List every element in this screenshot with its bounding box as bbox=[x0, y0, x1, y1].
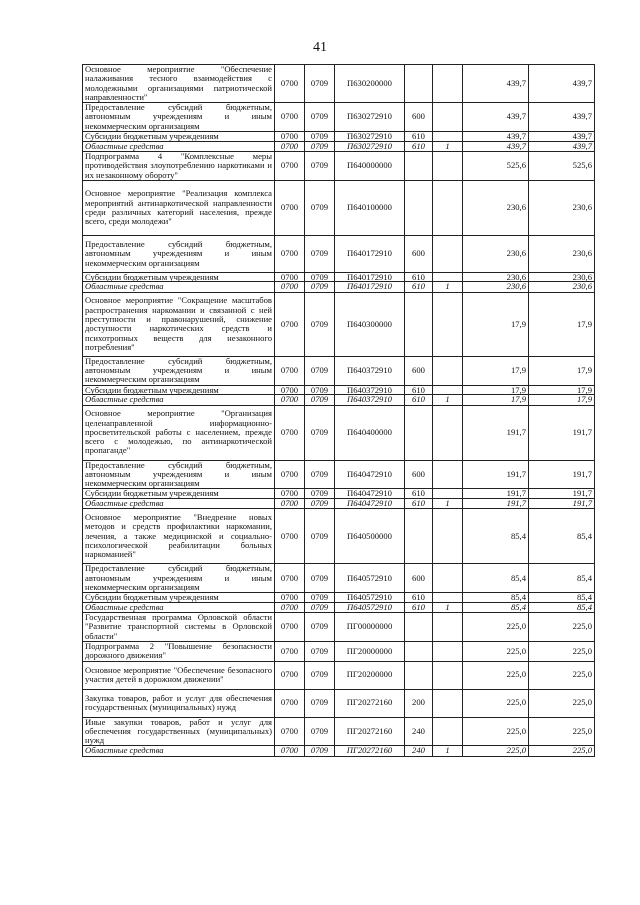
subsection-code: 0709 bbox=[305, 509, 335, 564]
funding-source bbox=[433, 689, 463, 717]
subsection-code: 0709 bbox=[305, 489, 335, 499]
target-article-code: П630272910 bbox=[335, 132, 405, 142]
amount-year-1: 85,4 bbox=[463, 564, 529, 593]
section-code: 0700 bbox=[275, 132, 305, 142]
subsection-code: 0709 bbox=[305, 292, 335, 356]
subsection-code: 0709 bbox=[305, 661, 335, 689]
amount-year-1: 191,7 bbox=[463, 489, 529, 499]
amount-year-2: 439,7 bbox=[529, 132, 595, 142]
table-row bbox=[83, 460, 595, 489]
expense-type bbox=[405, 151, 433, 180]
subsection-code: 0709 bbox=[305, 132, 335, 142]
amount-year-2: 225,0 bbox=[529, 613, 595, 642]
subsection-code: 0709 bbox=[305, 499, 335, 509]
expense-type: 600 bbox=[405, 235, 433, 272]
subsection-code: 0709 bbox=[305, 103, 335, 132]
table-row bbox=[83, 292, 595, 356]
funding-source bbox=[433, 272, 463, 282]
row-name: Областные средства bbox=[83, 602, 275, 612]
amount-year-1: 191,7 bbox=[463, 460, 529, 489]
expense-type bbox=[405, 509, 433, 564]
target-article-code: ПГ00000000 bbox=[335, 613, 405, 642]
subsection-code: 0709 bbox=[305, 141, 335, 151]
funding-source bbox=[433, 132, 463, 142]
row-name: Основное мероприятие "Реализация комплекса мероприятий антинаркотической направленности среди различных категорий населения, прежде всего, среди молодежи" bbox=[83, 180, 275, 235]
amount-year-1: 525,6 bbox=[463, 151, 529, 180]
funding-source bbox=[433, 509, 463, 564]
amount-year-2: 230,6 bbox=[529, 180, 595, 235]
section-code: 0700 bbox=[275, 282, 305, 292]
expense-type bbox=[405, 661, 433, 689]
amount-year-2: 191,7 bbox=[529, 460, 595, 489]
table-row bbox=[83, 272, 595, 282]
table-row bbox=[83, 65, 595, 103]
row-name: Предоставление субсидий бюджетным, автономным учреждениям и иным некоммерческим организациям bbox=[83, 235, 275, 272]
expense-type: 600 bbox=[405, 103, 433, 132]
section-code: 0700 bbox=[275, 151, 305, 180]
target-article-code: П630272910 bbox=[335, 103, 405, 132]
amount-year-2: 225,0 bbox=[529, 746, 595, 756]
table-row bbox=[83, 613, 595, 642]
funding-source: 1 bbox=[433, 282, 463, 292]
amount-year-1: 439,7 bbox=[463, 141, 529, 151]
section-code: 0700 bbox=[275, 489, 305, 499]
amount-year-2: 225,0 bbox=[529, 661, 595, 689]
subsection-code: 0709 bbox=[305, 602, 335, 612]
row-name: Закупка товаров, работ и услуг для обеспечения государственных (муниципальных) нужд bbox=[83, 689, 275, 717]
row-name: Государственная программа Орловской области "Развитие транспортной системы в Орловской области" bbox=[83, 613, 275, 642]
amount-year-1: 230,6 bbox=[463, 180, 529, 235]
row-name: Основное мероприятие "Обеспечение налаживания тесного взаимодействия с молодежными организациями патриотической направленности" bbox=[83, 65, 275, 103]
funding-source bbox=[433, 385, 463, 395]
row-name: Предоставление субсидий бюджетным, автономным учреждениям и иным некоммерческим организациям bbox=[83, 564, 275, 593]
amount-year-2: 191,7 bbox=[529, 489, 595, 499]
expense-type bbox=[405, 180, 433, 235]
target-article-code: П640400000 bbox=[335, 405, 405, 460]
funding-source bbox=[433, 661, 463, 689]
target-article-code: П640572910 bbox=[335, 602, 405, 612]
funding-source bbox=[433, 613, 463, 642]
section-code: 0700 bbox=[275, 641, 305, 661]
subsection-code: 0709 bbox=[305, 405, 335, 460]
target-article-code: П640300000 bbox=[335, 292, 405, 356]
subsection-code: 0709 bbox=[305, 235, 335, 272]
subsection-code: 0709 bbox=[305, 689, 335, 717]
expense-type: 610 bbox=[405, 395, 433, 405]
section-code: 0700 bbox=[275, 564, 305, 593]
regional-funds-row bbox=[83, 746, 595, 756]
amount-year-1: 439,7 bbox=[463, 65, 529, 103]
subsection-code: 0709 bbox=[305, 717, 335, 746]
row-name: Областные средства bbox=[83, 746, 275, 756]
amount-year-1: 225,0 bbox=[463, 661, 529, 689]
row-name: Основное мероприятие "Обеспечение безопасного участия детей в дорожном движении" bbox=[83, 661, 275, 689]
section-code: 0700 bbox=[275, 602, 305, 612]
table-row bbox=[83, 235, 595, 272]
target-article-code: П640372910 bbox=[335, 385, 405, 395]
target-article-code: П640472910 bbox=[335, 489, 405, 499]
row-name: Областные средства bbox=[83, 395, 275, 405]
regional-funds-row bbox=[83, 602, 595, 612]
expense-type: 240 bbox=[405, 746, 433, 756]
target-article-code: П640572910 bbox=[335, 593, 405, 603]
expense-type: 610 bbox=[405, 489, 433, 499]
target-article-code: ПГ20272160 bbox=[335, 717, 405, 746]
funding-source bbox=[433, 180, 463, 235]
row-name: Основное мероприятие "Сокращение масштабов распространения наркомании и связанной с ней преступности и правонарушений, снижение доступности наркотических средств и психотропных веществ для незаконного потребления" bbox=[83, 292, 275, 356]
section-code: 0700 bbox=[275, 65, 305, 103]
amount-year-1: 230,6 bbox=[463, 235, 529, 272]
section-code: 0700 bbox=[275, 180, 305, 235]
expense-type: 610 bbox=[405, 499, 433, 509]
section-code: 0700 bbox=[275, 292, 305, 356]
subsection-code: 0709 bbox=[305, 746, 335, 756]
row-name: Субсидии бюджетным учреждениям bbox=[83, 593, 275, 603]
funding-source bbox=[433, 717, 463, 746]
section-code: 0700 bbox=[275, 356, 305, 385]
regional-funds-row bbox=[83, 499, 595, 509]
target-article-code: ПГ20272160 bbox=[335, 746, 405, 756]
section-code: 0700 bbox=[275, 103, 305, 132]
amount-year-1: 230,6 bbox=[463, 282, 529, 292]
amount-year-1: 439,7 bbox=[463, 103, 529, 132]
expense-type: 600 bbox=[405, 564, 433, 593]
section-code: 0700 bbox=[275, 460, 305, 489]
target-article-code: П640172910 bbox=[335, 282, 405, 292]
row-name: Субсидии бюджетным учреждениям bbox=[83, 385, 275, 395]
subsection-code: 0709 bbox=[305, 564, 335, 593]
table-row bbox=[83, 564, 595, 593]
amount-year-2: 17,9 bbox=[529, 395, 595, 405]
row-name: Основное мероприятие "Организация целенаправленной информационно-просветительской работы с населением, прежде всего с молодежью, по антинаркотической пропаганде" bbox=[83, 405, 275, 460]
table-row bbox=[83, 180, 595, 235]
section-code: 0700 bbox=[275, 509, 305, 564]
table-row bbox=[83, 717, 595, 746]
amount-year-1: 17,9 bbox=[463, 395, 529, 405]
amount-year-1: 17,9 bbox=[463, 385, 529, 395]
funding-source bbox=[433, 405, 463, 460]
expense-type bbox=[405, 292, 433, 356]
subsection-code: 0709 bbox=[305, 272, 335, 282]
funding-source: 1 bbox=[433, 602, 463, 612]
amount-year-1: 439,7 bbox=[463, 132, 529, 142]
section-code: 0700 bbox=[275, 272, 305, 282]
target-article-code: П640472910 bbox=[335, 499, 405, 509]
funding-source bbox=[433, 356, 463, 385]
table-row bbox=[83, 509, 595, 564]
section-code: 0700 bbox=[275, 689, 305, 717]
expense-type: 610 bbox=[405, 272, 433, 282]
amount-year-1: 191,7 bbox=[463, 499, 529, 509]
table-row bbox=[83, 405, 595, 460]
subsection-code: 0709 bbox=[305, 613, 335, 642]
section-code: 0700 bbox=[275, 746, 305, 756]
amount-year-2: 225,0 bbox=[529, 689, 595, 717]
expense-type bbox=[405, 641, 433, 661]
expense-type bbox=[405, 405, 433, 460]
row-name: Подпрограмма 4 "Комплексные меры противодействия злоупотреблению наркотиками и их незаконному обороту" bbox=[83, 151, 275, 180]
amount-year-2: 191,7 bbox=[529, 405, 595, 460]
table-row bbox=[83, 689, 595, 717]
table-row bbox=[83, 385, 595, 395]
target-article-code: П640572910 bbox=[335, 564, 405, 593]
regional-funds-row bbox=[83, 282, 595, 292]
section-code: 0700 bbox=[275, 593, 305, 603]
subsection-code: 0709 bbox=[305, 593, 335, 603]
amount-year-2: 85,4 bbox=[529, 602, 595, 612]
table-row bbox=[83, 641, 595, 661]
funding-source bbox=[433, 489, 463, 499]
expense-type: 200 bbox=[405, 689, 433, 717]
expense-type: 610 bbox=[405, 282, 433, 292]
page-number: 41 bbox=[313, 40, 327, 55]
amount-year-2: 225,0 bbox=[529, 717, 595, 746]
row-name: Субсидии бюджетным учреждениям bbox=[83, 272, 275, 282]
funding-source bbox=[433, 564, 463, 593]
target-article-code: П640000000 bbox=[335, 151, 405, 180]
funding-source bbox=[433, 292, 463, 356]
row-name: Областные средства bbox=[83, 282, 275, 292]
table-row bbox=[83, 489, 595, 499]
target-article-code: П640500000 bbox=[335, 509, 405, 564]
funding-source bbox=[433, 235, 463, 272]
amount-year-1: 191,7 bbox=[463, 405, 529, 460]
expense-type: 600 bbox=[405, 460, 433, 489]
section-code: 0700 bbox=[275, 499, 305, 509]
amount-year-1: 85,4 bbox=[463, 593, 529, 603]
funding-source: 1 bbox=[433, 746, 463, 756]
table-row bbox=[83, 103, 595, 132]
subsection-code: 0709 bbox=[305, 282, 335, 292]
funding-source bbox=[433, 151, 463, 180]
funding-source: 1 bbox=[433, 499, 463, 509]
amount-year-2: 191,7 bbox=[529, 499, 595, 509]
row-name: Предоставление субсидий бюджетным, автономным учреждениям и иным некоммерческим организациям bbox=[83, 460, 275, 489]
amount-year-2: 525,6 bbox=[529, 151, 595, 180]
amount-year-1: 225,0 bbox=[463, 689, 529, 717]
target-article-code: П640372910 bbox=[335, 395, 405, 405]
target-article-code: П640372910 bbox=[335, 356, 405, 385]
amount-year-2: 17,9 bbox=[529, 356, 595, 385]
expense-type: 610 bbox=[405, 593, 433, 603]
target-article-code: П640172910 bbox=[335, 235, 405, 272]
amount-year-2: 230,6 bbox=[529, 235, 595, 272]
funding-source: 1 bbox=[433, 395, 463, 405]
subsection-code: 0709 bbox=[305, 151, 335, 180]
subsection-code: 0709 bbox=[305, 180, 335, 235]
section-code: 0700 bbox=[275, 385, 305, 395]
target-article-code: ПГ20272160 bbox=[335, 689, 405, 717]
amount-year-2: 439,7 bbox=[529, 65, 595, 103]
subsection-code: 0709 bbox=[305, 65, 335, 103]
table-row bbox=[83, 593, 595, 603]
target-article-code: П640172910 bbox=[335, 272, 405, 282]
funding-source bbox=[433, 593, 463, 603]
expense-type bbox=[405, 613, 433, 642]
amount-year-2: 439,7 bbox=[529, 103, 595, 132]
section-code: 0700 bbox=[275, 661, 305, 689]
expense-type bbox=[405, 65, 433, 103]
section-code: 0700 bbox=[275, 395, 305, 405]
subsection-code: 0709 bbox=[305, 460, 335, 489]
regional-funds-row bbox=[83, 141, 595, 151]
target-article-code: ПГ20200000 bbox=[335, 661, 405, 689]
target-article-code: П630200000 bbox=[335, 65, 405, 103]
budget-table bbox=[82, 64, 595, 757]
table-row bbox=[83, 356, 595, 385]
amount-year-1: 225,0 bbox=[463, 613, 529, 642]
row-name: Подпрограмма 2 "Повышение безопасности дорожного движения" bbox=[83, 641, 275, 661]
funding-source bbox=[433, 641, 463, 661]
subsection-code: 0709 bbox=[305, 395, 335, 405]
funding-source: 1 bbox=[433, 141, 463, 151]
target-article-code: П630272910 bbox=[335, 141, 405, 151]
row-name: Областные средства bbox=[83, 141, 275, 151]
table-row bbox=[83, 151, 595, 180]
amount-year-2: 439,7 bbox=[529, 141, 595, 151]
section-code: 0700 bbox=[275, 405, 305, 460]
expense-type: 240 bbox=[405, 717, 433, 746]
subsection-code: 0709 bbox=[305, 356, 335, 385]
expense-type: 610 bbox=[405, 385, 433, 395]
amount-year-2: 85,4 bbox=[529, 564, 595, 593]
funding-source bbox=[433, 103, 463, 132]
section-code: 0700 bbox=[275, 717, 305, 746]
section-code: 0700 bbox=[275, 141, 305, 151]
expense-type: 610 bbox=[405, 132, 433, 142]
regional-funds-row bbox=[83, 395, 595, 405]
target-article-code: П640100000 bbox=[335, 180, 405, 235]
amount-year-2: 17,9 bbox=[529, 292, 595, 356]
row-name: Субсидии бюджетным учреждениям bbox=[83, 132, 275, 142]
row-name: Областные средства bbox=[83, 499, 275, 509]
funding-source bbox=[433, 65, 463, 103]
expense-type: 610 bbox=[405, 602, 433, 612]
subsection-code: 0709 bbox=[305, 385, 335, 395]
row-name: Субсидии бюджетным учреждениям bbox=[83, 489, 275, 499]
amount-year-1: 230,6 bbox=[463, 272, 529, 282]
amount-year-2: 230,6 bbox=[529, 272, 595, 282]
table-body bbox=[83, 65, 595, 757]
amount-year-1: 225,0 bbox=[463, 641, 529, 661]
amount-year-1: 225,0 bbox=[463, 717, 529, 746]
table-row bbox=[83, 661, 595, 689]
row-name: Предоставление субсидий бюджетным, автономным учреждениям и иным некоммерческим организациям bbox=[83, 356, 275, 385]
amount-year-2: 85,4 bbox=[529, 593, 595, 603]
table-row bbox=[83, 132, 595, 142]
funding-source bbox=[433, 460, 463, 489]
amount-year-1: 17,9 bbox=[463, 356, 529, 385]
amount-year-1: 85,4 bbox=[463, 602, 529, 612]
row-name: Предоставление субсидий бюджетным, автономным учреждениям и иным некоммерческим организациям bbox=[83, 103, 275, 132]
amount-year-2: 225,0 bbox=[529, 641, 595, 661]
amount-year-1: 225,0 bbox=[463, 746, 529, 756]
expense-type: 610 bbox=[405, 141, 433, 151]
amount-year-1: 85,4 bbox=[463, 509, 529, 564]
amount-year-2: 85,4 bbox=[529, 509, 595, 564]
amount-year-2: 230,6 bbox=[529, 282, 595, 292]
target-article-code: П640472910 bbox=[335, 460, 405, 489]
section-code: 0700 bbox=[275, 613, 305, 642]
amount-year-1: 17,9 bbox=[463, 292, 529, 356]
row-name: Иные закупки товаров, работ и услуг для обеспечения государственных (муниципальных) нужд bbox=[83, 717, 275, 746]
expense-type: 600 bbox=[405, 356, 433, 385]
row-name: Основное мероприятие "Внедрение новых методов и средств профилактики наркомании, лечения, а также медицинской и социально-психологической реабилитации больных наркоманией" bbox=[83, 509, 275, 564]
subsection-code: 0709 bbox=[305, 641, 335, 661]
section-code: 0700 bbox=[275, 235, 305, 272]
target-article-code: ПГ20000000 bbox=[335, 641, 405, 661]
amount-year-2: 17,9 bbox=[529, 385, 595, 395]
